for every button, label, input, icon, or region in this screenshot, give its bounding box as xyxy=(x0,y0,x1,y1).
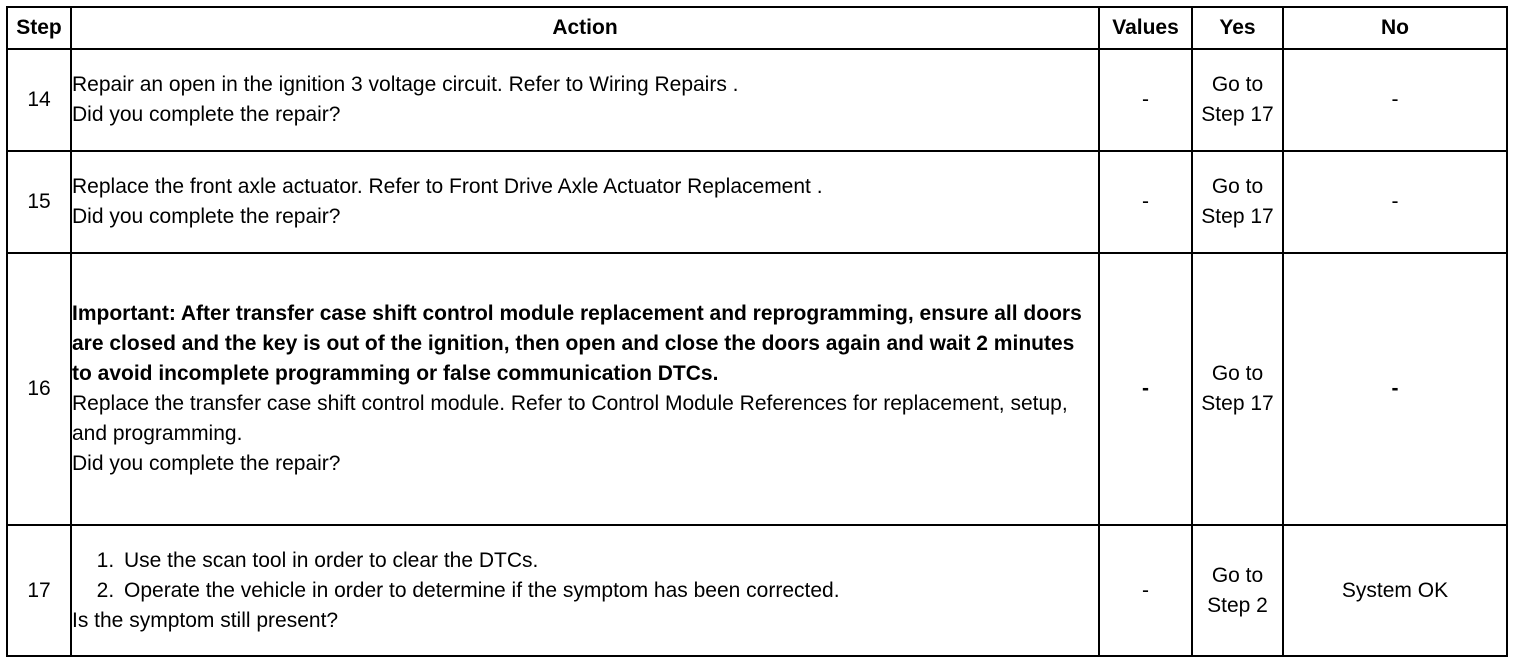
step-number: 14 xyxy=(7,49,71,151)
step-number: 16 xyxy=(7,253,71,525)
action-instruction: Repair an open in the ignition 3 voltage circuit. Refer to Wiring Repairs . xyxy=(72,73,739,96)
action-question: Did you complete the repair? xyxy=(72,205,341,228)
step-number: 17 xyxy=(7,525,71,656)
procedure-step: 1. Use the scan tool in order to clear the DTCs. xyxy=(120,546,1098,576)
action-cell xyxy=(71,151,1099,253)
step-number: 15 xyxy=(7,151,71,253)
header-step: Step xyxy=(7,7,71,49)
no-cell: System OK xyxy=(1283,525,1507,656)
table-row-step-15 xyxy=(7,151,1507,253)
diagnostic-table xyxy=(6,6,1508,657)
procedure-step: 2. Operate the vehicle in order to determine if the symptom has been corrected. xyxy=(120,576,1098,606)
important-note: Important: After transfer case shift control module replacement and reprogramming, ensure all doors are closed and the key is out of the ignition, then open and close the doors again and wait 2 minutes to avoid incomplete programming or false communication DTCs. xyxy=(72,302,1082,385)
header-action: Action xyxy=(71,7,1099,49)
action-question: Did you complete the repair? xyxy=(72,103,341,126)
yes-cell: Go to Step 17 xyxy=(1192,151,1283,253)
yes-cell: Go to Step 2 xyxy=(1192,525,1283,656)
action-cell xyxy=(71,253,1099,525)
action-cell xyxy=(71,525,1099,656)
values-cell: - xyxy=(1099,253,1192,525)
table-row-step-16 xyxy=(7,253,1507,525)
no-cell: - xyxy=(1283,253,1507,525)
header-no: No xyxy=(1283,7,1507,49)
action-instruction: Replace the front axle actuator. Refer to Front Drive Axle Actuator Replacement . xyxy=(72,175,823,198)
yes-cell: Go to Step 17 xyxy=(1192,49,1283,151)
action-instruction: Replace the transfer case shift control module. Refer to Control Module References for replacement, setup, and programming. xyxy=(72,392,1068,445)
table-row-step-14 xyxy=(7,49,1507,151)
values-cell: - xyxy=(1099,151,1192,253)
header-values: Values xyxy=(1099,7,1192,49)
header-row xyxy=(7,7,1507,49)
procedure-list xyxy=(72,546,1098,606)
action-question: Did you complete the repair? xyxy=(72,452,341,475)
yes-cell: Go to Step 17 xyxy=(1192,253,1283,525)
table-row-step-17 xyxy=(7,525,1507,656)
no-cell: - xyxy=(1283,151,1507,253)
action-question: Is the symptom still present? xyxy=(72,608,339,632)
values-cell: - xyxy=(1099,49,1192,151)
values-cell: - xyxy=(1099,525,1192,656)
action-cell xyxy=(71,49,1099,151)
no-cell: - xyxy=(1283,49,1507,151)
header-yes: Yes xyxy=(1192,7,1283,49)
